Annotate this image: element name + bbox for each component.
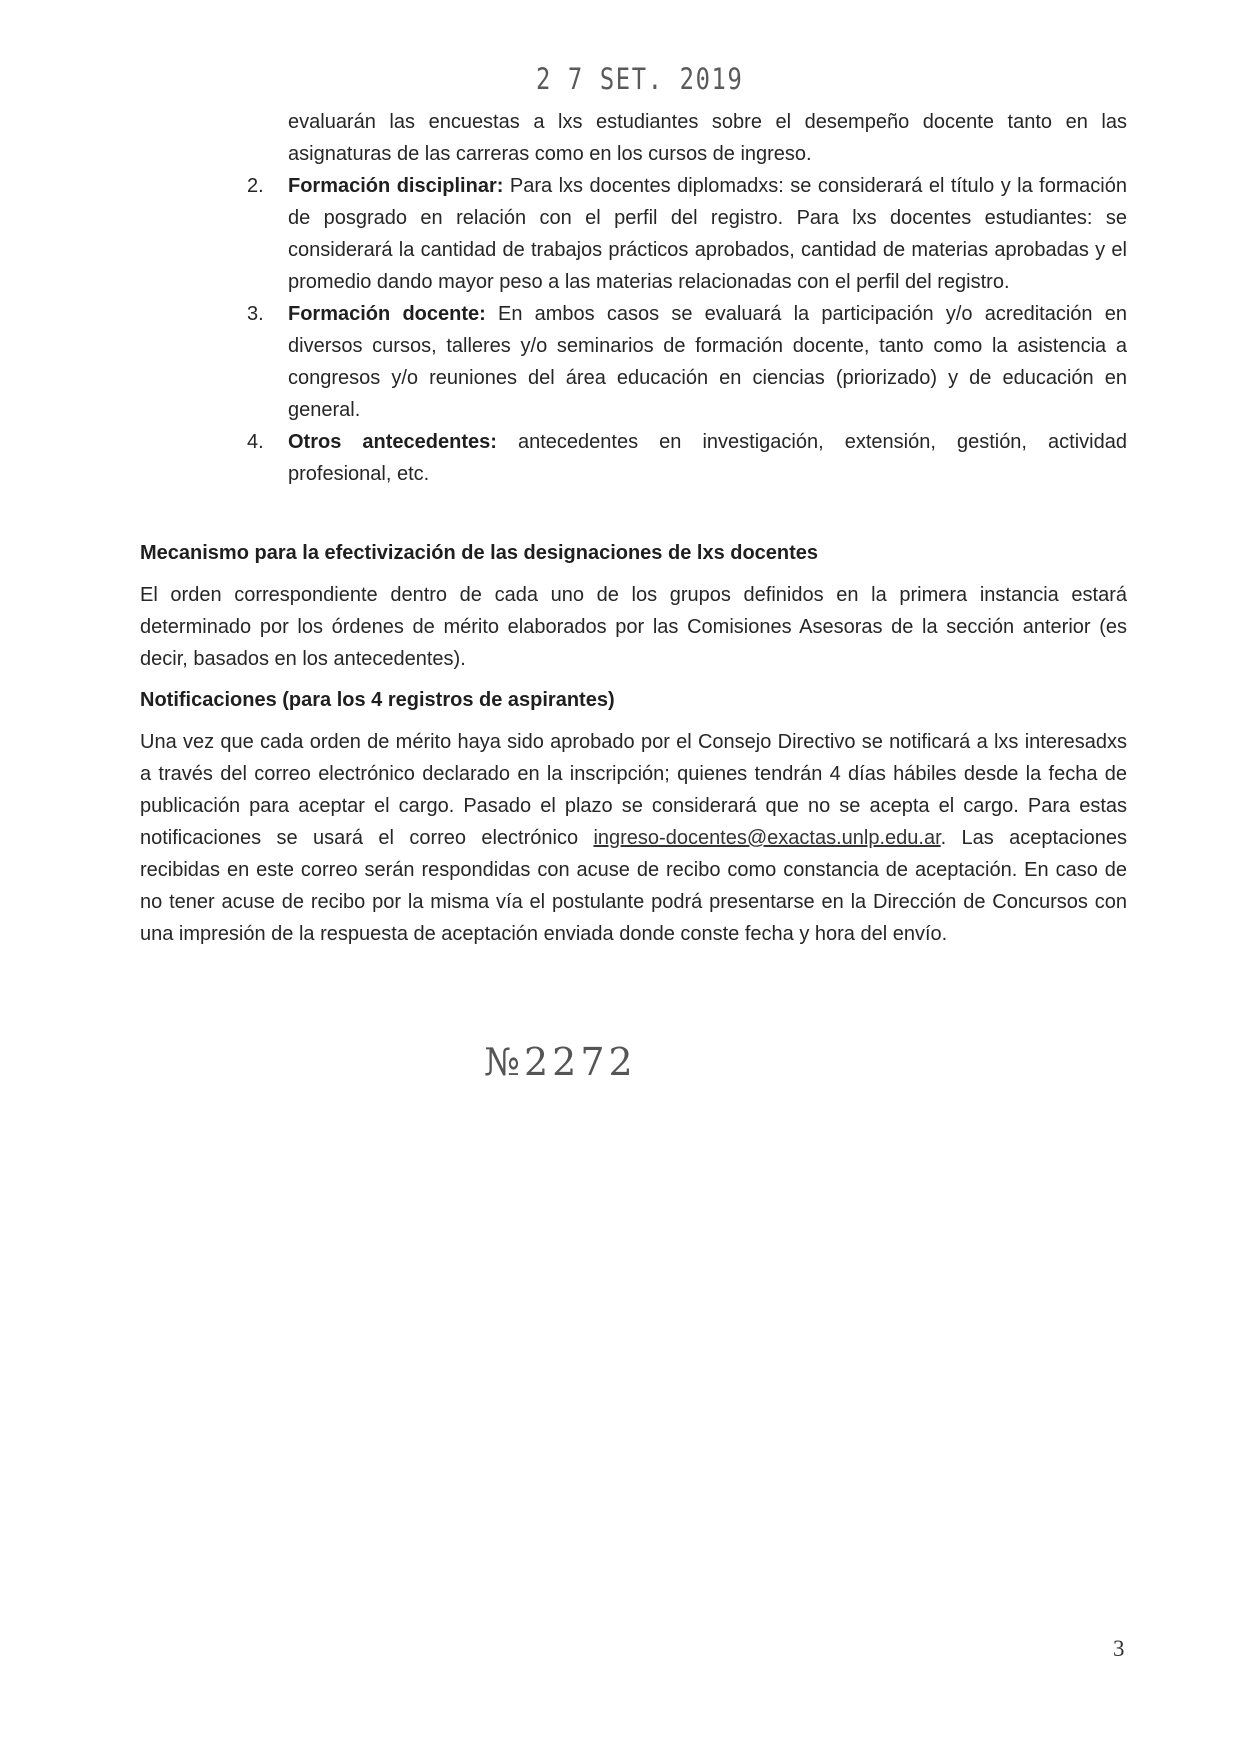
section-title-notificaciones: Notificaciones (para los 4 registros de aspirantes) — [140, 689, 615, 711]
section-title-mecanismo: Mecanismo para la efectivización de las designaciones de lxs docentes — [140, 542, 819, 564]
criteria-item-text: antecedentes en investigación, extensión, gestión, actividad profesional, etc. — [288, 431, 1127, 485]
criteria-item-text: En ambos casos se evaluará la participación y/o acreditación en diversos cursos, talleres y/o seminarios de formación docente, tanto como la asistencia a congresos y/o reuniones del área educación en ciencias (priorizado) y de educación en general. — [288, 303, 1127, 421]
evaluation-criteria-list — [140, 106, 1127, 490]
criteria-item-otros — [140, 426, 1127, 490]
date-stamp: 2 7 SET. 2019 — [536, 62, 744, 96]
criteria-item-title: Formación docente: — [288, 303, 486, 325]
email-link[interactable]: ingreso-docentes@exactas.unlp.edu.ar — [593, 827, 941, 849]
list-number: 2. — [247, 175, 264, 197]
document-body — [140, 106, 1127, 950]
page-number: 3 — [1113, 1636, 1125, 1661]
list-number: 3. — [247, 303, 264, 325]
criteria-item-text: Para lxs docentes diplomadxs: se considerará el título y la formación de posgrado en relación con el perfil del registro. Para lxs docentes estudiantes: se considerará la cantidad de trabajos prácticos aprobados, cantidad de materias aprobadas y el promedio dando mayor peso a las materias relacionadas con el perfil del registro. — [288, 175, 1127, 293]
resolution-number-stamp: №2272 — [484, 1040, 637, 1084]
criteria-item-disciplinar — [140, 170, 1127, 298]
criteria-continuation: evaluarán las encuestas a lxs estudiantes sobre el desempeño docente tanto en las asignaturas de las carreras como en los cursos de ingreso. — [288, 111, 1127, 165]
list-number: 4. — [247, 431, 264, 453]
section-body-mecanismo: El orden correspondiente dentro de cada uno de los grupos definidos en la primera instancia estará determinado por los órdenes de mérito elaborados por las Comisiones Asesoras de la sección anterior (es decir, basados en los antecedentes). — [140, 584, 1127, 670]
notificaciones-text-before: Una vez que cada orden de mérito haya sido aprobado por el Consejo Directivo se notificará a lxs interesadxs a través del correo electrónico declarado en la inscripción; quienes tendrán 4 días hábiles desde la fecha de publicación para aceptar el cargo. Pasado el plazo se considerará que no se acepta el cargo. Para estas notificaciones se usará el correo electrónico — [140, 731, 1127, 849]
notificaciones-text-after: . Las aceptaciones recibidas en este correo serán respondidas con acuse de recibo como constancia de aceptación. En caso de no tener acuse de recibo por la misma vía el postulante podrá presentarse en la Dirección de Concursos con una impresión de la respuesta de aceptación enviada donde conste fecha y hora del envío. — [140, 827, 1127, 945]
criteria-item-title: Otros antecedentes: — [288, 431, 497, 453]
criteria-item-title: Formación disciplinar: — [288, 175, 504, 197]
criteria-item-docente — [140, 298, 1127, 426]
section-body-notificaciones — [140, 726, 1127, 950]
